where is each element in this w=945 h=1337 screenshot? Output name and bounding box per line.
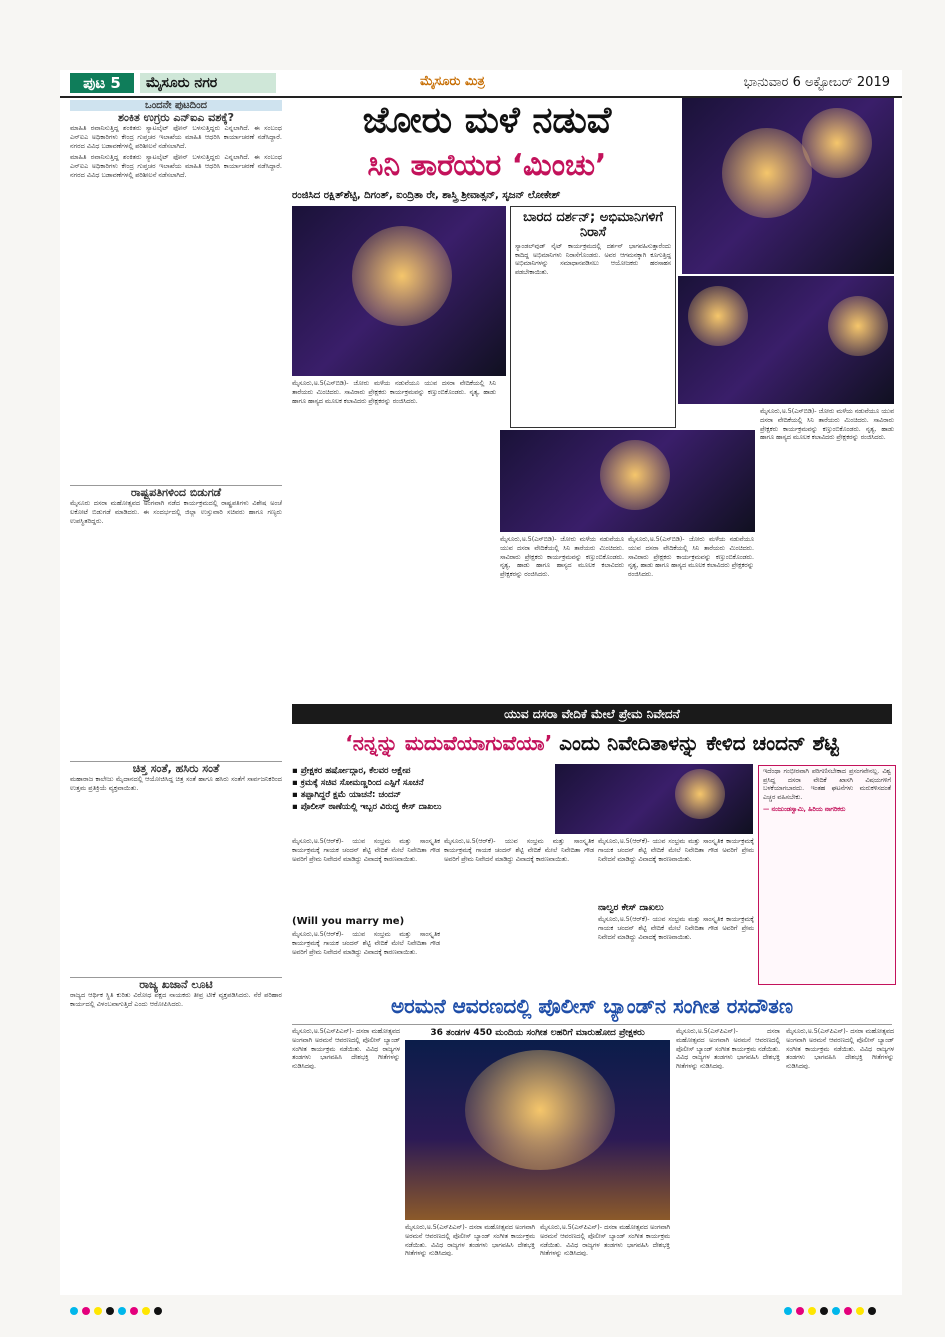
bullet-item: ▪ ಕ್ರಮಕ್ಕೆ ಸಚಿವ ಸೋಮಣ್ಣರಿಂದ ಎಸ್ಪಿಗೆ ಸೂಚನೆ xyxy=(292,778,424,788)
lead-credits: ರಂಜಿಸಿದ ರಕ್ಷಿತ್‌ಶೆಟ್ಟಿ, ದಿಗಂತ್, ಐಂದ್ರಿತಾ ರೇ, ಶಾಸ್ತ್ರಿ ಶ್ರೀವಾತ್ಸನ್, ಸೃಜನ್ ಲೋಕೇಶ್ xyxy=(292,190,561,201)
police-body-col2: ಮೈಸೂರು,ಅ.5(ಎಸ್‌ಪಿಎನ್)- ದಸರಾ ಮಹೋತ್ಸವದ ಅಂಗವಾಗಿ ಅರಮನೆ ಆವರಣದಲ್ಲಿ ಪೊಲೀಸ್ ಬ್ಯಾಂಡ್ ಸಂಗೀತ ಕಾರ್ಯಕ್ರಮ ನಡೆಯಿತು. ವಿವಿಧ ರಾಜ್ಯಗಳ ತಂಡಗಳು ಭಾಗವಹಿಸಿ ದೇಶಭಕ್ತಿ ಗೀತೆಗಳನ್ನು ನುಡಿಸಿದವು. xyxy=(405,1224,535,1258)
lead-subheadline: ಸಿನಿ ತಾರೆಯರ ‘ಮಿಂಚು’ xyxy=(367,148,607,183)
side-story-title: ಬಾರದ ದರ್ಶನ್; ಅಭಿಮಾನಿಗಳಿಗೆ ನಿರಾಸೆ xyxy=(523,210,663,240)
story-title: ಶಂಕಿತ ಉಗ್ರರು ಎನ್‌ಐಎ ವಶಕ್ಕೆ? xyxy=(117,111,235,124)
pull-quote: (Will you marry me) xyxy=(292,916,405,927)
photo-stage-dancers xyxy=(678,276,894,404)
police-photo-caption: 36 ತಂಡಗಳ 450 ಮಂದಿಯ ಸಂಗೀತ ಲಹರಿಗೆ ಮಾರುಹೋದ ಪ್ರೇಕ್ಷಕರು xyxy=(430,1028,645,1038)
police-body-col1: ಮೈಸೂರು,ಅ.5(ಎಸ್‌ಪಿಎನ್)- ದಸರಾ ಮಹೋತ್ಸವದ ಅಂಗವಾಗಿ ಅರಮನೆ ಆವರಣದಲ್ಲಿ ಪೊಲೀಸ್ ಬ್ಯಾಂಡ್ ಸಂಗೀತ ಕಾರ್ಯಕ್ರಮ ನಡೆಯಿತು. ವಿವಿಧ ರಾಜ್ಯಗಳ ತಂಡಗಳು ಭಾಗವಹಿಸಿ ದೇಶಭಕ್ತಿ ಗೀತೆಗಳನ್ನು ನುಡಿಸಿದವು. xyxy=(292,1028,400,1071)
inset-body: ಇದೆಂಥಾ ಗಂಭೀರವಾಗಿ ಪರಿಗಣಿಸಬೇಕಾದ ಪ್ರಸಂಗವೇನಲ್ಲ. ವಿಶ್ವ ಪ್ರಸಿದ್ಧ ದಸರಾ ವೇದಿಕೆ ಖಾಸಗಿ ವಿಷಯಗಳಿಗೆ ಬಳಕೆಯಾಗಬಾರದು. ಇಂತಹ ಘಟನೆಗಳು ಮರುಕಳಿಸದಂತೆ ಎಚ್ಚರ ವಹಿಸಬೇಕು. xyxy=(763,768,891,801)
bullet-item: ▪ ಪ್ರೇಕ್ಷಕರ ಹರ್ಷೋದ್ಗಾರ, ಕೆಲವರ ಆಕ್ಷೇಪ xyxy=(292,766,411,776)
photo-group-dance xyxy=(500,430,755,532)
police-band-headline: ಅರಮನೆ ಆವರಣದಲ್ಲಿ ಪೊಲೀಸ್ ಬ್ಯಾಂಡ್‌ನ ಸಂಗೀತ ರಸದೌತಣ xyxy=(292,988,892,1025)
lead-story-body-col3: ಮೈಸೂರು,ಅ.5(ಎಸ್‌ಬಿಡಿ)- ಜೋರು ಮಳೆಯ ನಡುವೆಯೂ ಯುವ ದಸರಾ ವೇದಿಕೆಯಲ್ಲಿ ಸಿನಿ ತಾರೆಯರು ಮಿಂಚಿದರು. ಸಾವಿರಾರು ಪ್ರೇಕ್ಷಕರು ಕಾರ್ಯಕ್ರಮವನ್ನು ಕಣ್ತುಂಬಿಕೊಂಡರು. ನೃತ್ಯ, ಹಾಡು ಹಾಗೂ ಹಾಸ್ಯದ ಮೂಲಕ ಕಲಾವಿದರು ಪ್ರೇಕ್ಷಕರನ್ನು ರಂಜಿಸಿದರು. xyxy=(628,536,754,579)
print-registration-marks-right xyxy=(660,1300,880,1312)
continued-kicker: ಒಂದನೇ ಪುಟದಿಂದ xyxy=(70,100,282,111)
story-body-filler: ಮಾಹಿತಿ ರವಾನಿಸುತ್ತಿದ್ದ ಶಂಕಿತರು ಸ್ಯಾಟಲೈಟ್ ಫೋನ್ ಬಳಸುತ್ತಿದ್ದರು ಎನ್ನಲಾಗಿದೆ. ಈ ಸಂಬಂಧ ಎನ್‌ಐಎ ಅಧಿಕಾರಿಗಳು ಕೇಂದ್ರ ಗುಪ್ತಚರ ಇಲಾಖೆಯ ಮಾಹಿತಿ ಆಧರಿಸಿ ಕಾರ್ಯಾಚರಣೆ ನಡೆಸಿದ್ದಾರೆ. ನಗರದ ವಿವಿಧ ಬಡಾವಣೆಗಳಲ್ಲಿ ಪರಿಶೀಲನೆ ನಡೆಸಲಾಗಿದೆ. xyxy=(70,153,282,179)
masthead: ಮೈಸೂರು ಮಿತ್ರ xyxy=(420,74,485,89)
photo-anchors-on-stage xyxy=(682,98,894,274)
story-title: ರಾಷ್ಟ್ರಪತಿಗಳಿಂದ ಬಿಡುಗಡೆ xyxy=(70,485,282,497)
story-title: ರಾಜ್ಯ ಖಜಾನೆ ಲೂಟಿ xyxy=(70,977,282,989)
story-body: ಮೈಸೂರು ದಸರಾ ಮಹೋತ್ಸವದ ಅಂಗವಾಗಿ ನಡೆದ ಕಾರ್ಯಕ್ರಮದಲ್ಲಿ ರಾಷ್ಟ್ರಪತಿಗಳು ವಿಶೇಷ ಅಂಚೆ ಲಕೋಟೆ ಬಿಡುಗಡೆ ಮಾಡಿದರು. ಈ ಸಂದರ್ಭದಲ್ಲಿ ಜಿಲ್ಲಾ ಉಸ್ತುವಾರಿ ಸಚಿವರು ಹಾಗೂ ಗಣ್ಯರು ಉಪಸ್ಥಿತರಿದ್ದರು. xyxy=(70,499,282,525)
story-body: ಮಾಹಿತಿ ರವಾನಿಸುತ್ತಿದ್ದ ಶಂಕಿತರು ಸ್ಯಾಟಲೈಟ್ ಫೋನ್ ಬಳಸುತ್ತಿದ್ದರು ಎನ್ನಲಾಗಿದೆ. ಈ ಸಂಬಂಧ ಎನ್‌ಐಎ ಅಧಿಕಾರಿಗಳು ಕೇಂದ್ರ ಗುಪ್ತಚರ ಇಲಾಖೆಯ ಮಾಹಿತಿ ಆಧರಿಸಿ ಕಾರ್ಯಾಚರಣೆ ನಡೆಸಿದ್ದಾರೆ. ನಗರದ ವಿವಿಧ ಬಡಾವಣೆಗಳಲ್ಲಿ ಪರಿಶೀಲನೆ ನಡೆಸಲಾಗಿದೆ. xyxy=(70,124,282,150)
reader-opinion-inset xyxy=(758,765,896,985)
proposal-body-col3: ಮೈಸೂರು,ಅ.5(ಆರ್‌ಕೆ)- ಯುವ ಸಂಭ್ರಮ ಮತ್ತು ಸಾಂಸ್ಕೃತಿಕ ಕಾರ್ಯಕ್ರಮಕ್ಕೆ ಗಾಯಕ ಚಂದನ್ ಶೆಟ್ಟಿ ವೇದಿಕೆ ಮೇಲೆ ನಿವೇದಿತಾ ಗೌಡ ಅವರಿಗೆ ಪ್ರೇಮ ನಿವೇದನೆ ಮಾಡಿದ್ದು ವಿವಾದಕ್ಕೆ ಕಾರಣವಾಯಿತು. ನಾಲ್ವರ ಕೇಸ್ ದಾಖಲು ಮೈಸೂರು,ಅ.5(ಆರ್‌ಕೆ)- ಯುವ ಸಂಭ್ರಮ ಮತ್ತು ಸಾಂಸ್ಕೃತಿಕ ಕಾರ್ಯಕ್ರಮಕ್ಕೆ ಗಾಯಕ ಚಂದನ್ ಶೆಟ್ಟಿ ವೇದಿಕೆ ಮೇಲೆ ನಿವೇದಿತಾ ಗೌಡ ಅವರಿಗೆ ಪ್ರೇಮ ನಿವೇದನೆ ಮಾಡಿದ್ದು ವಿವಾದಕ್ಕೆ ಕಾರಣವಾಯಿತು. xyxy=(598,838,754,941)
photo-dance-performance xyxy=(292,206,506,376)
proposal-headline-rest: ಎಂದು ನಿವೇದಿತಾಳನ್ನು ಕೇಳಿದ ಚಂದನ್ ಶೆಟ್ಟಿ xyxy=(559,731,839,755)
proposal-headline xyxy=(292,726,892,760)
police-body-col3: ಮೈಸೂರು,ಅ.5(ಎಸ್‌ಪಿಎನ್)- ದಸರಾ ಮಹೋತ್ಸವದ ಅಂಗವಾಗಿ ಅರಮನೆ ಆವರಣದಲ್ಲಿ ಪೊಲೀಸ್ ಬ್ಯಾಂಡ್ ಸಂಗೀತ ಕಾರ್ಯಕ್ರಮ ನಡೆಯಿತು. ವಿವಿಧ ರಾಜ್ಯಗಳ ತಂಡಗಳು ಭಾಗವಹಿಸಿ ದೇಶಭಕ್ತಿ ಗೀತೆಗಳನ್ನು ನುಡಿಸಿದವು. xyxy=(540,1224,670,1258)
print-registration-marks-left xyxy=(70,1300,290,1312)
photo-palace-police-band xyxy=(405,1040,670,1220)
page-number-badge: ಪುಟ 5 xyxy=(70,73,134,93)
issue-date: ಭಾನುವಾರ 6 ಅಕ್ಟೋಬರ್ 2019 xyxy=(743,75,890,90)
page-header xyxy=(60,70,902,98)
lead-headline: ಜೋರು ಮಳೆ ನಡುವೆ xyxy=(362,100,612,141)
side-story-box xyxy=(510,206,676,428)
lead-story-body: ಮೈಸೂರು,ಅ.5(ಎಸ್‌ಬಿಡಿ)- ಜೋರು ಮಳೆಯ ನಡುವೆಯೂ ಯುವ ದಸರಾ ವೇದಿಕೆಯಲ್ಲಿ ಸಿನಿ ತಾರೆಯರು ಮಿಂಚಿದರು. ಸಾವಿರಾರು ಪ್ರೇಕ್ಷಕರು ಕಾರ್ಯಕ್ರಮವನ್ನು ಕಣ್ತುಂಬಿಕೊಂಡರು. ನೃತ್ಯ, ಹಾಡು ಹಾಗೂ ಹಾಸ್ಯದ ಮೂಲಕ ಕಲಾವಿದರು ಪ್ರೇಕ್ಷಕರನ್ನು ರಂಜಿಸಿದರು. xyxy=(292,380,496,405)
newspaper-page xyxy=(60,70,902,1295)
photo-proposal-stage xyxy=(555,764,753,834)
bullet-item: ▪ ತಪ್ಪಾಗಿದ್ದರೆ ಕ್ಷಮೆ ಯಾಚನೆ: ಚಂದನ್ xyxy=(292,790,401,800)
police-body-col5: ಮೈಸೂರು,ಅ.5(ಎಸ್‌ಪಿಎನ್)- ದಸರಾ ಮಹೋತ್ಸವದ ಅಂಗವಾಗಿ ಅರಮನೆ ಆವರಣದಲ್ಲಿ ಪೊಲೀಸ್ ಬ್ಯಾಂಡ್ ಸಂಗೀತ ಕಾರ್ಯಕ್ರಮ ನಡೆಯಿತು. ವಿವಿಧ ರಾಜ್ಯಗಳ ತಂಡಗಳು ಭಾಗವಹಿಸಿ ದೇಶಭಕ್ತಿ ಗೀತೆಗಳನ್ನು ನುಡಿಸಿದವು. xyxy=(786,1028,894,1071)
proposal-body-col1: ಮೈಸೂರು,ಅ.5(ಆರ್‌ಕೆ)- ಯುವ ಸಂಭ್ರಮ ಮತ್ತು ಸಾಂಸ್ಕೃತಿಕ ಕಾರ್ಯಕ್ರಮಕ್ಕೆ ಗಾಯಕ ಚಂದನ್ ಶೆಟ್ಟಿ ವೇದಿಕೆ ಮೇಲೆ ನಿವೇದಿತಾ ಗೌಡ ಅವರಿಗೆ ಪ್ರೇಮ ನಿವೇದನೆ ಮಾಡಿದ್ದು ವಿವಾದಕ್ಕೆ ಕಾರಣವಾಯಿತು. (Will you marry me) ಮೈಸೂರು,ಅ.5(ಆರ್‌ಕೆ)- ಯುವ ಸಂಭ್ರಮ ಮತ್ತು ಸಾಂಸ್ಕೃತಿಕ ಕಾರ್ಯಕ್ರಮಕ್ಕೆ ಗಾಯಕ ಚಂದನ್ ಶೆಟ್ಟಿ ವೇದಿಕೆ ಮೇಲೆ ನಿವೇದಿತಾ ಗೌಡ ಅವರಿಗೆ ಪ್ರೇಮ ನಿವೇದನೆ ಮಾಡಿದ್ದು ವಿವಾದಕ್ಕೆ ಕಾರಣವಾಯಿತು. xyxy=(292,838,440,956)
story-body: ರಾಜ್ಯದ ಆರ್ಥಿಕ ಸ್ಥಿತಿ ಕುರಿತು ವಿರೋಧ ಪಕ್ಷದ ನಾಯಕರು ತೀವ್ರ ಟೀಕೆ ವ್ಯಕ್ತಪಡಿಸಿದರು. ನೆರೆ ಪರಿಹಾರ ಕಾರ್ಯದಲ್ಲಿ ವಿಳಂಬವಾಗುತ್ತಿದೆ ಎಂದು ಆರೋಪಿಸಿದರು. xyxy=(70,991,282,1008)
proposal-body-col2: ಮೈಸೂರು,ಅ.5(ಆರ್‌ಕೆ)- ಯುವ ಸಂಭ್ರಮ ಮತ್ತು ಸಾಂಸ್ಕೃತಿಕ ಕಾರ್ಯಕ್ರಮಕ್ಕೆ ಗಾಯಕ ಚಂದನ್ ಶೆಟ್ಟಿ ವೇದಿಕೆ ಮೇಲೆ ನಿವೇದಿತಾ ಗೌಡ ಅವರಿಗೆ ಪ್ರೇಮ ನಿವೇದನೆ ಮಾಡಿದ್ದು ವಿವಾದಕ್ಕೆ ಕಾರಣವಾಯಿತು. xyxy=(444,838,594,863)
left-column xyxy=(70,100,282,1290)
proposal-headline-quote: ‘ನನ್ನನ್ನು ಮದುವೆಯಾಗುವೆಯಾ’ xyxy=(345,731,553,755)
sub-heading: ನಾಲ್ವರ ಕೇಸ್ ದಾಖಲು xyxy=(598,903,664,913)
inset-signature: — ನಂಜುಂಡಸ್ವಾಮಿ, ಹಿರಿಯ ನಾಗರಿಕರು xyxy=(763,806,846,814)
section-title: ಮೈಸೂರು ನಗರ xyxy=(140,73,276,93)
side-story-body: ಸ್ಯಾಂಡಲ್‌ವುಡ್ ನೈಟ್ ಕಾರ್ಯಕ್ರಮದಲ್ಲಿ ದರ್ಶನ್ ಭಾಗವಹಿಸುತ್ತಾರೆಂದು ಕಾದಿದ್ದ ಅಭಿಮಾನಿಗಳು ನಿರಾಸೆಗೊಂಡರು. ಅವರ ಆಗಮನಕ್ಕಾಗಿ ಕೂಗುತ್ತಿದ್ದ ಅಭಿಮಾನಿಗಳನ್ನು ಸಮಾಧಾನಪಡಿಸಲು ಆಯೋಜಕರು ಹರಸಾಹಸ ಪಡಬೇಕಾಯಿತು. xyxy=(515,243,671,276)
lead-story-body-col2: ಮೈಸೂರು,ಅ.5(ಎಸ್‌ಬಿಡಿ)- ಜೋರು ಮಳೆಯ ನಡುವೆಯೂ ಯುವ ದಸರಾ ವೇದಿಕೆಯಲ್ಲಿ ಸಿನಿ ತಾರೆಯರು ಮಿಂಚಿದರು. ಸಾವಿರಾರು ಪ್ರೇಕ್ಷಕರು ಕಾರ್ಯಕ್ರಮವನ್ನು ಕಣ್ತುಂಬಿಕೊಂಡರು. ನೃತ್ಯ, ಹಾಡು ಹಾಗೂ ಹಾಸ್ಯದ ಮೂಲಕ ಕಲಾವಿದರು ಪ್ರೇಕ್ಷಕರನ್ನು ರಂಜಿಸಿದರು. xyxy=(500,536,624,579)
police-body-col4: ಮೈಸೂರು,ಅ.5(ಎಸ್‌ಪಿಎನ್)- ದಸರಾ ಮಹೋತ್ಸವದ ಅಂಗವಾಗಿ ಅರಮನೆ ಆವರಣದಲ್ಲಿ ಪೊಲೀಸ್ ಬ್ಯಾಂಡ್ ಸಂಗೀತ ಕಾರ್ಯಕ್ರಮ ನಡೆಯಿತು. ವಿವಿಧ ರಾಜ್ಯಗಳ ತಂಡಗಳು ಭಾಗವಹಿಸಿ ದೇಶಭಕ್ತಿ ಗೀತೆಗಳನ್ನು ನುಡಿಸಿದವು. xyxy=(676,1028,780,1071)
story-title: ಚಿತ್ತ ಸಂತೆ, ಹಸಿರು ಸಂತೆ xyxy=(70,761,282,773)
story-band: ಯುವ ದಸರಾ ವೇದಿಕೆ ಮೇಲೆ ಪ್ರೇಮ ನಿವೇದನೆ xyxy=(292,704,892,724)
lead-story-body-col4: ಮೈಸೂರು,ಅ.5(ಎಸ್‌ಬಿಡಿ)- ಜೋರು ಮಳೆಯ ನಡುವೆಯೂ ಯುವ ದಸರಾ ವೇದಿಕೆಯಲ್ಲಿ ಸಿನಿ ತಾರೆಯರು ಮಿಂಚಿದರು. ಸಾವಿರಾರು ಪ್ರೇಕ್ಷಕರು ಕಾರ್ಯಕ್ರಮವನ್ನು ಕಣ್ತುಂಬಿಕೊಂಡರು. ನೃತ್ಯ, ಹಾಡು ಹಾಗೂ ಹಾಸ್ಯದ ಮೂಲಕ ಕಲಾವಿದರು ಪ್ರೇಕ್ಷಕರನ್ನು ರಂಜಿಸಿದರು. xyxy=(760,408,894,442)
proposal-bullets xyxy=(292,764,552,834)
bullet-item: ▪ ಪೊಲೀಸ್ ಠಾಣೆಯಲ್ಲಿ ಇಬ್ಬರ ವಿರುದ್ಧ ಕೇಸ್ ದಾಖಲು xyxy=(292,802,442,812)
story-body: ಮಹಾರಾಜ ಕಾಲೇಜು ಮೈದಾನದಲ್ಲಿ ಆಯೋಜಿಸಿದ್ದ ಚಿತ್ರ ಸಂತೆ ಹಾಗೂ ಹಸಿರು ಸಂತೆಗೆ ಸಾರ್ವಜನಿಕರಿಂದ ಉತ್ತಮ ಪ್ರತಿಕ್ರಿಯೆ ವ್ಯಕ್ತವಾಯಿತು. xyxy=(70,775,282,792)
